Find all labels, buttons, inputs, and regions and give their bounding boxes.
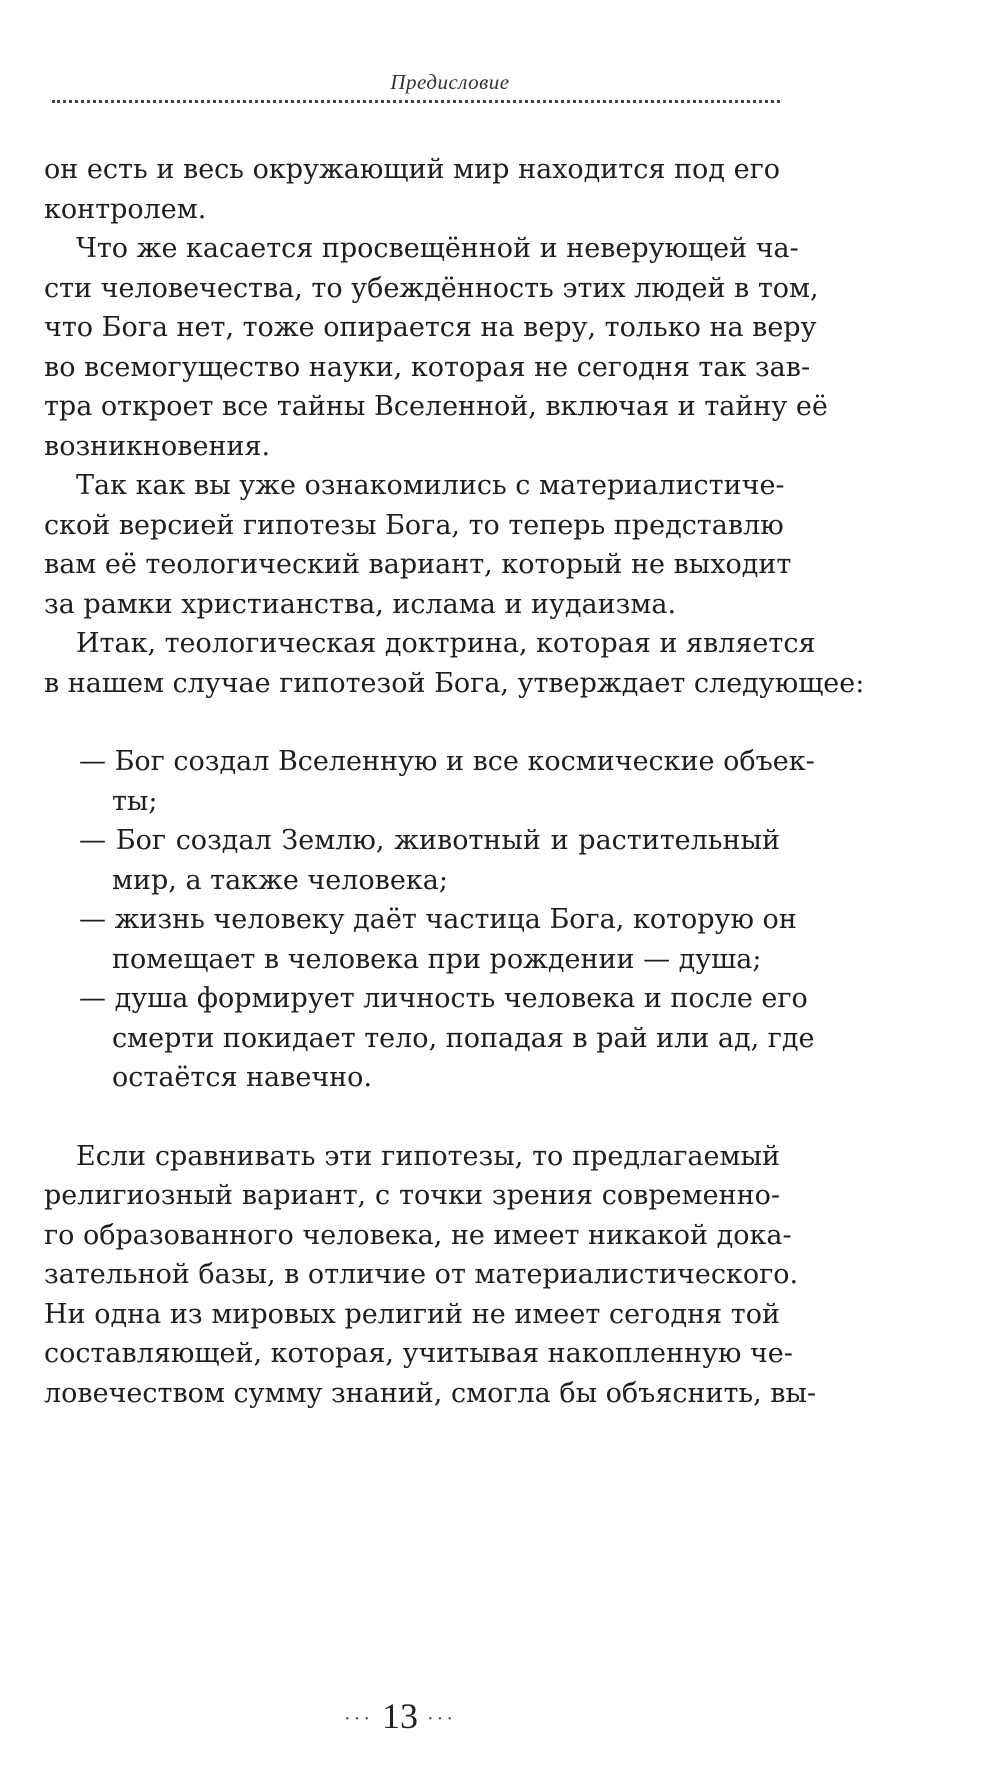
page-number: 13 bbox=[382, 1696, 418, 1736]
text-line: Что же касается просвещённой и неверующей ча- bbox=[76, 233, 799, 264]
folio-dots-left: ··· bbox=[344, 1708, 373, 1731]
list-item-line: помещает в человека при рождении — душа; bbox=[112, 943, 762, 975]
text-line: что Бога нет, тоже опирается на веру, только на веру bbox=[44, 312, 817, 343]
list-item-line: смерти покидает тело, попадая в рай или ад, где bbox=[112, 1022, 815, 1054]
text-line: тра откроет все тайны Вселенной, включая и тайну её bbox=[44, 391, 828, 422]
text-line: Итак, теологическая доктрина, которая и является bbox=[76, 628, 816, 659]
page-body bbox=[44, 150, 865, 1413]
text-line: составляющей, которая, учитывая накопленную че- bbox=[44, 1338, 793, 1369]
text-line: вам её теологический вариант, который не выходит bbox=[44, 549, 792, 580]
text-line: в нашем случае гипотезой Бога, утверждает следующее: bbox=[44, 667, 865, 699]
text-line: Так как вы уже ознакомились с материалистиче- bbox=[76, 470, 785, 501]
text-line: го образованного человека, не имеет никакой дока- bbox=[44, 1219, 792, 1251]
list-item-line: — душа формирует личность человека и после его bbox=[79, 983, 808, 1014]
spacer bbox=[44, 1098, 780, 1137]
list-item-line: — жизнь человеку даёт частица Бога, которую он bbox=[79, 904, 797, 935]
page-number-footer bbox=[0, 1695, 800, 1737]
list-item-line: остаётся навечно. bbox=[112, 1062, 373, 1093]
text-line: за рамки христианства, ислама и иудаизма. bbox=[44, 588, 677, 620]
header-dotted-rule bbox=[52, 100, 780, 103]
text-line: контролем. bbox=[44, 193, 207, 225]
list-item-line: мир, а также человека; bbox=[112, 864, 448, 896]
list-item-line: — Бог создал Землю, животный и растительный bbox=[79, 825, 780, 856]
text-line: ловечеством сумму знаний, смогла бы объяснить, вы- bbox=[44, 1377, 817, 1409]
text-line: религиозный вариант, с точки зрения современно- bbox=[44, 1180, 780, 1211]
text-line: сти человечества, то убеждённость этих людей в том, bbox=[44, 272, 819, 304]
folio-dots-right: ··· bbox=[427, 1708, 456, 1731]
running-title: Предисловие bbox=[390, 70, 510, 94]
text-line: ской версией гипотезы Бога, то теперь представлю bbox=[44, 509, 784, 541]
text-line: возникновения. bbox=[44, 430, 271, 462]
text-line: Ни одна из мировых религий не имеет сегодня той bbox=[44, 1298, 780, 1330]
list-item-line: ты; bbox=[112, 785, 158, 817]
text-line: он есть и весь окружающий мир находится под его bbox=[44, 154, 780, 185]
list-item-line: — Бог создал Вселенную и все космические объек- bbox=[79, 746, 815, 777]
text-line: Если сравнивать эти гипотезы, то предлагаемый bbox=[76, 1140, 780, 1172]
text-line: во всемогущество науки, которая не сегодня так зав- bbox=[44, 351, 811, 383]
text-line: зательной базы, в отличие от материалистического. bbox=[44, 1259, 799, 1290]
spacer bbox=[44, 703, 780, 742]
